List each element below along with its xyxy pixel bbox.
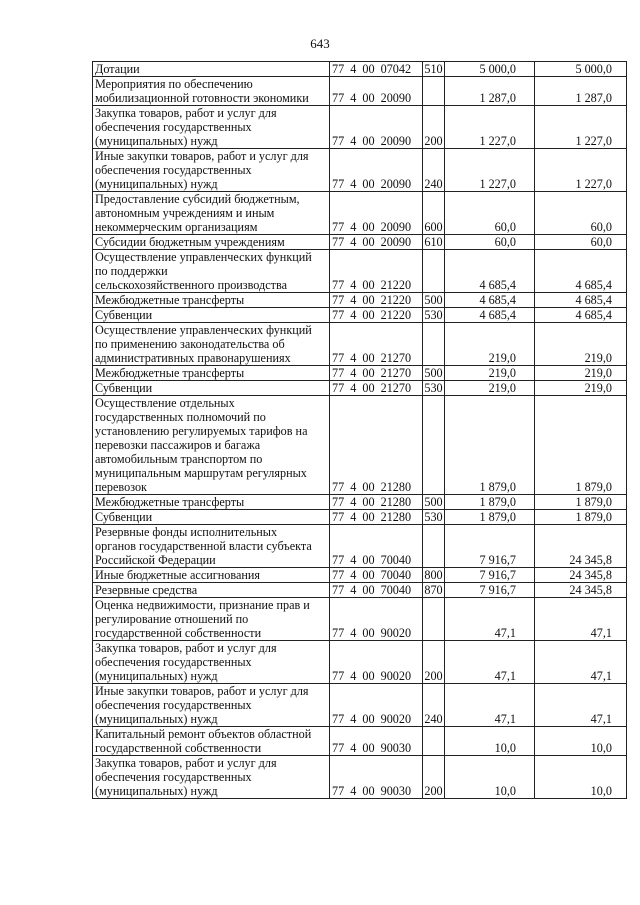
item-name-cell (93, 192, 330, 235)
table-row (93, 62, 627, 77)
item-name-line: Межбюджетные трансферты (95, 495, 245, 509)
item-name-line: Оценка недвижимости, признание прав и (95, 598, 310, 612)
amount-year-2-cell: 47,1 (535, 684, 627, 727)
table-row (93, 727, 627, 756)
item-name-cell (93, 149, 330, 192)
page-number: 643 (310, 36, 330, 51)
item-name-line: обеспечения государственных (95, 698, 252, 712)
table-row (93, 77, 627, 106)
item-name-line: Межбюджетные трансферты (95, 366, 245, 380)
table-row (93, 235, 627, 250)
classification-code-cell: 77 4 00 21220 (330, 308, 423, 323)
amount-year-1-cell: 7 916,7 (445, 583, 535, 598)
classification-code-cell: 77 4 00 21280 (330, 495, 423, 510)
table-row (93, 293, 627, 308)
table-row (93, 381, 627, 396)
amount-year-2-cell: 4 685,4 (535, 250, 627, 293)
item-name-line: сельскохозяйственного производства (95, 278, 287, 292)
item-name-cell (93, 684, 330, 727)
expense-type-cell: 610 (424, 235, 443, 249)
item-name-line: Дотации (95, 62, 140, 76)
expense-type-cell: 500 (424, 293, 443, 307)
amount-year-1-cell: 60,0 (445, 235, 535, 250)
classification-code-cell: 77 4 00 20090 (330, 235, 423, 250)
item-name-cell (93, 641, 330, 684)
classification-code-cell: 77 4 00 21270 (330, 381, 423, 396)
amount-year-2-cell: 24 345,8 (535, 525, 627, 568)
table-row (93, 568, 627, 583)
amount-year-1-cell: 4 685,4 (445, 308, 535, 323)
item-name-cell (93, 495, 330, 510)
amount-year-2-cell: 60,0 (535, 235, 627, 250)
item-name-cell (93, 250, 330, 293)
amount-year-2-cell: 1 879,0 (535, 396, 627, 495)
item-name-line: (муниципальных) нужд (95, 784, 218, 798)
item-name-line: государственных полномочий по (95, 410, 266, 424)
classification-code-cell: 77 4 00 90030 (330, 756, 423, 799)
classification-code-cell: 77 4 00 07042 (330, 62, 423, 77)
table-row (93, 149, 627, 192)
item-name-cell (93, 323, 330, 366)
item-name-line: органов государственной власти субъекта (95, 539, 312, 553)
classification-code-cell: 77 4 00 20090 (330, 192, 423, 235)
amount-year-1-cell: 10,0 (445, 727, 535, 756)
table-row (93, 366, 627, 381)
item-name-cell (93, 235, 330, 250)
expense-type-cell (423, 727, 445, 756)
expense-type-cell: 530 (424, 510, 443, 524)
amount-year-2-cell: 219,0 (535, 366, 627, 381)
item-name-line: Закупка товаров, работ и услуг для (95, 756, 277, 770)
table-row (93, 106, 627, 149)
item-name-line: перевозок (95, 480, 147, 494)
classification-code-cell: 77 4 00 21220 (330, 293, 423, 308)
item-name-line: обеспечения государственных (95, 120, 252, 134)
item-name-line: Субвенции (95, 308, 153, 322)
classification-code-cell: 77 4 00 70040 (330, 525, 423, 568)
amount-year-2-cell: 24 345,8 (535, 583, 627, 598)
amount-year-2-cell: 4 685,4 (535, 308, 627, 323)
expense-type-cell: 500 (424, 366, 443, 380)
item-name-line: (муниципальных) нужд (95, 712, 218, 726)
amount-year-2-cell: 10,0 (535, 756, 627, 799)
item-name-line: Предоставление субсидий бюджетным, (95, 192, 300, 206)
expense-type-cell: 510 (424, 62, 443, 76)
expense-type-cell: 200 (423, 106, 445, 149)
item-name-line: (муниципальных) нужд (95, 669, 218, 683)
item-name-line: по поддержки (95, 264, 168, 278)
item-name-line: (муниципальных) нужд (95, 177, 218, 191)
amount-year-2-cell: 219,0 (535, 323, 627, 366)
amount-year-1-cell: 5 000,0 (445, 62, 535, 77)
item-name-line: автономным учреждениям и иным (95, 206, 275, 220)
item-name-line: перевозки пассажиров и багажа (95, 438, 261, 452)
item-name-line: Субсидии бюджетным учреждениям (95, 235, 285, 249)
item-name-line: Закупка товаров, работ и услуг для (95, 641, 277, 655)
item-name-line: Иные закупки товаров, работ и услуг для (95, 684, 309, 698)
item-name-line: Осуществление отдельных (95, 396, 235, 410)
item-name-line: Закупка товаров, работ и услуг для (95, 106, 277, 120)
expense-type-cell (423, 525, 445, 568)
item-name-line: некоммерческим организациям (95, 220, 258, 234)
amount-year-1-cell: 1 227,0 (445, 106, 535, 149)
expense-type-cell (423, 396, 445, 495)
item-name-line: Российской Федерации (95, 553, 216, 567)
amount-year-1-cell: 219,0 (445, 366, 535, 381)
expense-type-cell: 500 (424, 495, 443, 509)
amount-year-2-cell: 47,1 (535, 641, 627, 684)
expense-type-cell: 870 (424, 583, 443, 597)
item-name-cell (93, 381, 330, 396)
amount-year-1-cell: 219,0 (445, 381, 535, 396)
item-name-line: Иные бюджетные ассигнования (95, 568, 261, 582)
item-name-line: государственной собственности (95, 626, 262, 640)
amount-year-2-cell: 1 879,0 (535, 510, 627, 525)
amount-year-1-cell: 7 916,7 (445, 568, 535, 583)
expense-type-cell: 530 (424, 308, 443, 322)
amount-year-1-cell: 4 685,4 (445, 293, 535, 308)
item-name-cell (93, 727, 330, 756)
classification-code-cell: 77 4 00 20090 (330, 77, 423, 106)
item-name-line: по применению законодательства об (95, 337, 285, 351)
item-name-cell (93, 525, 330, 568)
classification-code-cell: 77 4 00 70040 (330, 568, 423, 583)
amount-year-2-cell: 47,1 (535, 598, 627, 641)
amount-year-1-cell: 47,1 (445, 641, 535, 684)
expense-type-cell: 240 (423, 684, 445, 727)
classification-code-cell: 77 4 00 20090 (330, 106, 423, 149)
amount-year-2-cell: 1 879,0 (535, 495, 627, 510)
table-row (93, 641, 627, 684)
amount-year-1-cell: 7 916,7 (445, 525, 535, 568)
amount-year-2-cell: 24 345,8 (535, 568, 627, 583)
budget-table-body (93, 62, 627, 799)
item-name-line: обеспечения государственных (95, 770, 252, 784)
expense-type-cell: 600 (423, 192, 445, 235)
item-name-line: Субвенции (95, 510, 153, 524)
amount-year-1-cell: 60,0 (445, 192, 535, 235)
classification-code-cell: 77 4 00 21270 (330, 366, 423, 381)
item-name-line: обеспечения государственных (95, 655, 252, 669)
amount-year-1-cell: 1 879,0 (445, 510, 535, 525)
item-name-line: Субвенции (95, 381, 153, 395)
expense-type-cell (423, 598, 445, 641)
expense-type-cell: 200 (423, 641, 445, 684)
item-name-line: административных правонарушениях (95, 351, 291, 365)
item-name-line: Иные закупки товаров, работ и услуг для (95, 149, 309, 163)
amount-year-1-cell: 1 287,0 (445, 77, 535, 106)
item-name-cell (93, 756, 330, 799)
item-name-line: автомобильным транспортом по (95, 452, 263, 466)
expense-type-cell (423, 323, 445, 366)
expense-type-cell (423, 250, 445, 293)
item-name-cell (93, 396, 330, 495)
amount-year-2-cell: 1 227,0 (535, 106, 627, 149)
amount-year-2-cell: 219,0 (535, 381, 627, 396)
expense-type-cell: 200 (423, 756, 445, 799)
item-name-line: Мероприятия по обеспечению (95, 77, 253, 91)
amount-year-1-cell: 10,0 (445, 756, 535, 799)
table-row (93, 583, 627, 598)
item-name-cell (93, 62, 330, 77)
amount-year-1-cell: 47,1 (445, 684, 535, 727)
item-name-line: муниципальным маршрутам регулярных (95, 466, 307, 480)
item-name-cell (93, 106, 330, 149)
item-name-cell (93, 568, 330, 583)
amount-year-2-cell: 5 000,0 (535, 62, 627, 77)
classification-code-cell: 77 4 00 21280 (330, 510, 423, 525)
amount-year-1-cell: 219,0 (445, 323, 535, 366)
amount-year-1-cell: 1 879,0 (445, 495, 535, 510)
amount-year-2-cell: 1 227,0 (535, 149, 627, 192)
amount-year-1-cell: 4 685,4 (445, 250, 535, 293)
table-row (93, 510, 627, 525)
item-name-line: мобилизационной готовности экономики (95, 91, 309, 105)
classification-code-cell: 77 4 00 90020 (330, 598, 423, 641)
classification-code-cell: 77 4 00 90020 (330, 641, 423, 684)
table-row (93, 250, 627, 293)
table-row (93, 756, 627, 799)
amount-year-2-cell: 10,0 (535, 727, 627, 756)
expense-type-cell (423, 77, 445, 106)
item-name-line: установлению регулируемых тарифов на (95, 424, 308, 438)
amount-year-1-cell: 1 227,0 (445, 149, 535, 192)
item-name-cell (93, 293, 330, 308)
classification-code-cell: 77 4 00 70040 (330, 583, 423, 598)
expense-type-cell: 800 (424, 568, 443, 582)
classification-code-cell: 77 4 00 90030 (330, 727, 423, 756)
amount-year-1-cell: 47,1 (445, 598, 535, 641)
table-row (93, 396, 627, 495)
item-name-line: Межбюджетные трансферты (95, 293, 245, 307)
item-name-cell (93, 77, 330, 106)
amount-year-2-cell: 60,0 (535, 192, 627, 235)
item-name-cell (93, 366, 330, 381)
table-row (93, 192, 627, 235)
table-row (93, 323, 627, 366)
classification-code-cell: 77 4 00 90020 (330, 684, 423, 727)
table-row (93, 495, 627, 510)
table-row (93, 684, 627, 727)
item-name-line: Капитальный ремонт объектов областной (95, 727, 312, 741)
item-name-cell (93, 583, 330, 598)
item-name-line: обеспечения государственных (95, 163, 252, 177)
item-name-cell (93, 510, 330, 525)
table-row (93, 308, 627, 323)
item-name-line: государственной собственности (95, 741, 262, 755)
item-name-line: регулирование отношений по (95, 612, 249, 626)
item-name-line: Резервные фонды исполнительных (95, 525, 278, 539)
item-name-cell (93, 598, 330, 641)
item-name-line: Осуществление управленческих функций (95, 323, 312, 337)
table-row (93, 525, 627, 568)
amount-year-2-cell: 4 685,4 (535, 293, 627, 308)
classification-code-cell: 77 4 00 20090 (330, 149, 423, 192)
expense-type-cell: 530 (424, 381, 443, 395)
classification-code-cell: 77 4 00 21270 (330, 323, 423, 366)
budget-table (92, 61, 627, 799)
classification-code-cell: 77 4 00 21280 (330, 396, 423, 495)
item-name-line: Осуществление управленческих функций (95, 250, 312, 264)
amount-year-2-cell: 1 287,0 (535, 77, 627, 106)
item-name-line: (муниципальных) нужд (95, 134, 218, 148)
expense-type-cell: 240 (423, 149, 445, 192)
item-name-cell (93, 308, 330, 323)
item-name-line: Резервные средства (95, 583, 198, 597)
table-row (93, 598, 627, 641)
classification-code-cell: 77 4 00 21220 (330, 250, 423, 293)
amount-year-1-cell: 1 879,0 (445, 396, 535, 495)
